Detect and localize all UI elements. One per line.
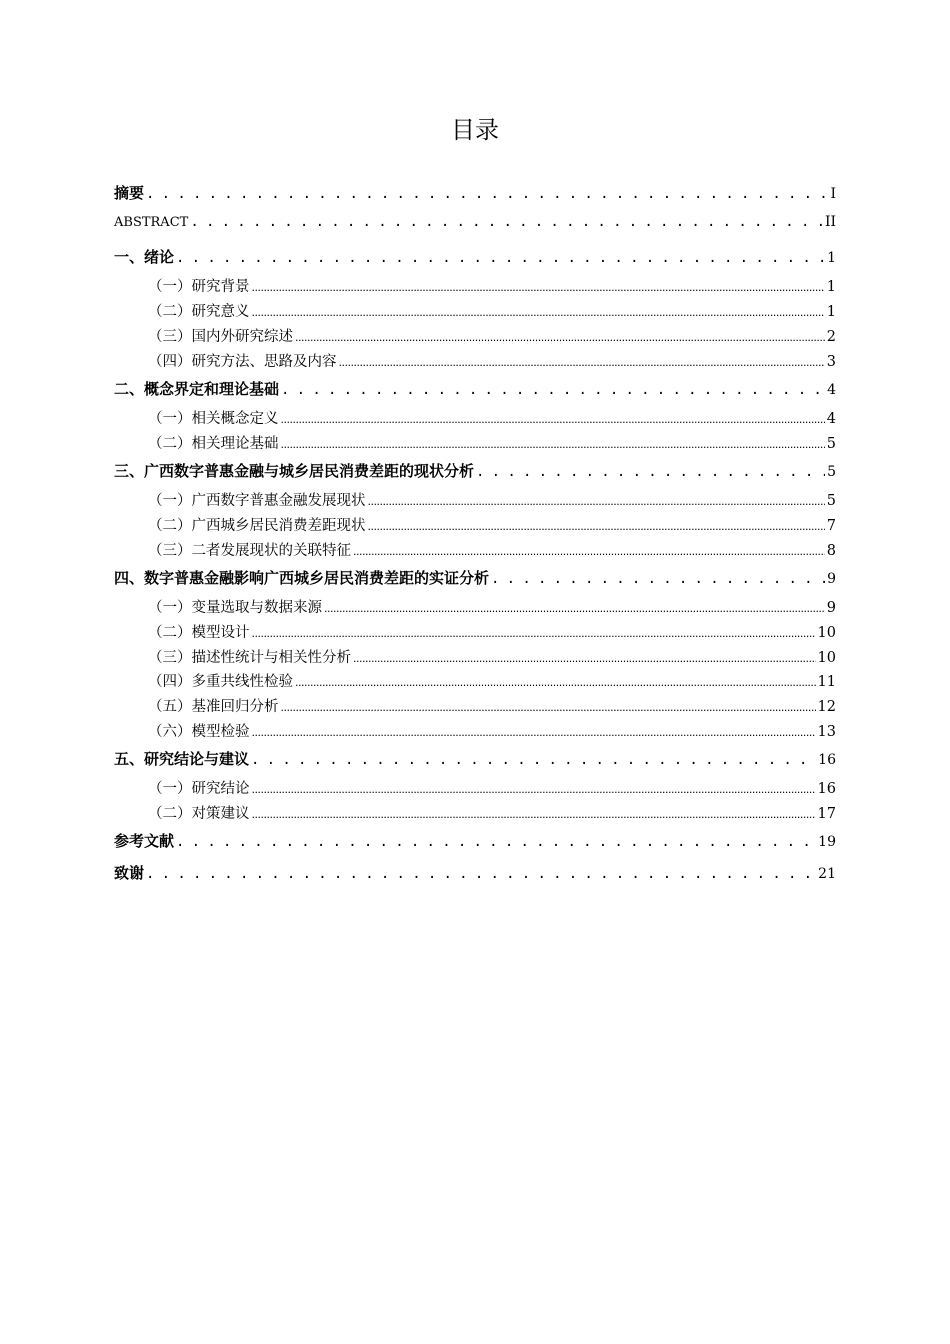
toc-entry-text: （二）相关理论基础: [148, 436, 279, 452]
dot-leader: [353, 652, 816, 665]
toc-page-number: 1: [826, 279, 836, 295]
toc-entry-text: （三）描述性统计与相关性分析: [148, 650, 351, 666]
toc-entry-section[interactable]: [114, 539, 836, 559]
toc-entry-section[interactable]: [114, 720, 836, 740]
toc-entry-section[interactable]: [114, 489, 836, 509]
toc-page-number: I: [830, 186, 836, 202]
toc-entry-chapter[interactable]: [114, 862, 836, 884]
toc-entry-text: （一）变量选取与数据来源: [148, 600, 322, 616]
toc-entry-text: （一）研究背景: [148, 279, 250, 295]
dot-leader: [368, 495, 825, 508]
toc-entry-section[interactable]: [114, 325, 836, 345]
dot-leader: [252, 306, 825, 319]
toc-entry-section[interactable]: [114, 777, 836, 797]
toc-entry-text: （六）模型检验: [148, 724, 250, 740]
toc-entry-text: 四、数字普惠金融影响广西城乡居民消费差距的实证分析: [114, 569, 490, 587]
toc-entry-section[interactable]: [114, 300, 836, 320]
toc-entry-text: （五）基准回归分析: [148, 699, 279, 715]
toc-entry-text: 致谢: [114, 864, 145, 882]
toc-entry-text: （四）研究方法、思路及内容: [148, 354, 337, 370]
toc-page-number: II: [824, 214, 836, 230]
dot-leader: [281, 438, 825, 451]
toc-page-number: 9: [827, 571, 836, 587]
toc-page-number: 1: [827, 250, 836, 266]
dot-leader: [339, 356, 825, 369]
dot-leader: [281, 701, 816, 714]
toc-entry-text: （一）相关概念定义: [148, 411, 279, 427]
toc-entry-text: （二）研究意义: [148, 304, 250, 320]
toc-entry-section[interactable]: [114, 514, 836, 534]
toc-entry-text: （二）广西城乡居民消费差距现状: [148, 518, 366, 534]
toc-page-number: 17: [817, 806, 836, 822]
toc-entry-section[interactable]: [114, 407, 836, 427]
toc-title: 目录: [451, 116, 499, 144]
toc-entry-text: （二）模型设计: [148, 625, 250, 641]
toc-entry-text: （三）二者发展现状的关联特征: [148, 543, 351, 559]
toc-entry-text: 二、概念界定和理论基础: [114, 380, 280, 398]
toc-entry-text: 一、绪论: [114, 248, 175, 266]
toc-entry-text: （二）对策建议: [148, 806, 250, 822]
toc-page-number: 8: [826, 543, 836, 559]
toc-page-number: 4: [826, 411, 836, 427]
dot-leader: [476, 464, 825, 480]
toc-entry-section[interactable]: [114, 621, 836, 641]
toc-entry-chapter[interactable]: [114, 748, 836, 770]
toc-page-number: 5: [826, 493, 836, 509]
toc-entry-section[interactable]: [114, 596, 836, 616]
toc-entry-chapter[interactable]: [114, 378, 836, 400]
dot-leader: [146, 866, 816, 882]
toc-page-number: 12: [817, 699, 836, 715]
toc-entry-chapter[interactable]: [114, 246, 836, 268]
toc-page-number: 13: [817, 724, 836, 740]
dot-leader: [491, 571, 825, 587]
dot-leader: [190, 214, 823, 230]
toc-entry-text: （一）广西数字普惠金融发展现状: [148, 493, 366, 509]
toc-entry-section[interactable]: [114, 802, 836, 822]
toc-entry-text: 三、广西数字普惠金融与城乡居民消费差距的现状分析: [114, 462, 475, 480]
toc-entry-text: 五、研究结论与建议: [114, 750, 250, 768]
dot-leader: [251, 752, 816, 768]
dot-leader: [353, 545, 825, 558]
dot-leader: [252, 783, 816, 796]
toc-entry-section[interactable]: [114, 646, 836, 666]
toc-entry-section[interactable]: [114, 432, 836, 452]
toc-entry-text: 参考文献: [114, 832, 175, 850]
toc-entry-chapter[interactable]: [114, 214, 836, 236]
dot-leader: [252, 627, 816, 640]
toc-entry-chapter[interactable]: [114, 567, 836, 589]
toc-page-number: 5: [827, 464, 836, 480]
toc-page-number: 2: [826, 329, 836, 345]
toc-page-number: 10: [817, 650, 836, 666]
toc-entry-text: （三）国内外研究综述: [148, 329, 293, 345]
dot-leader: [324, 602, 825, 615]
dot-leader: [281, 382, 825, 398]
toc-entry-text: ABSTRACT: [114, 215, 189, 230]
toc-page-number: 19: [818, 834, 836, 850]
dot-leader: [176, 250, 825, 266]
toc-entry-chapter[interactable]: [114, 830, 836, 852]
toc-entry-section[interactable]: [114, 275, 836, 295]
dot-leader: [281, 413, 825, 426]
toc-page-number: 16: [818, 752, 836, 768]
dot-leader: [252, 726, 816, 739]
dot-leader: [295, 676, 816, 689]
toc-entry-section[interactable]: [114, 670, 836, 690]
toc-entry-text: （四）多重共线性检验: [148, 674, 293, 690]
toc-page-number: 4: [827, 382, 836, 398]
toc-entry-chapter[interactable]: [114, 460, 836, 482]
toc-page-number: 7: [826, 518, 836, 534]
dot-leader: [368, 520, 825, 533]
toc-page-number: 11: [817, 674, 836, 690]
toc-entry-section[interactable]: [114, 350, 836, 370]
toc-page-number: 5: [826, 436, 836, 452]
dot-leader: [176, 834, 816, 850]
toc-entry-section[interactable]: [114, 695, 836, 715]
toc-page-number: 1: [826, 304, 836, 320]
dot-leader: [146, 186, 828, 202]
toc-entry-text: 摘要: [114, 184, 145, 202]
toc-page-number: 21: [818, 866, 836, 882]
dot-leader: [295, 331, 825, 344]
toc-page-number: 16: [817, 781, 836, 797]
dot-leader: [252, 281, 825, 294]
toc-page-number: 10: [817, 625, 836, 641]
toc-page-number: 3: [826, 354, 836, 370]
dot-leader: [252, 808, 816, 821]
toc-entry-chapter[interactable]: [114, 182, 836, 204]
toc-entry-text: （一）研究结论: [148, 781, 250, 797]
toc-page-number: 9: [826, 600, 836, 616]
